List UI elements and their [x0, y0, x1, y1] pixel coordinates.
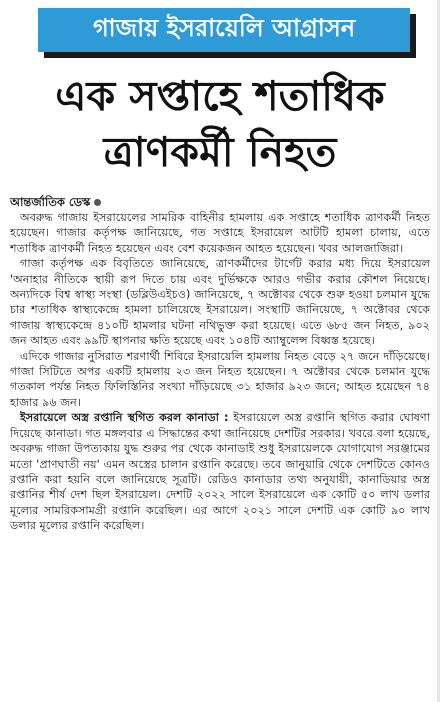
article-body: [10, 194, 430, 534]
subheading-canada: ইসরায়েলে অস্ত্র রপ্তানি স্থগিত করল কানাডা :: [20, 411, 229, 425]
paragraph-1: অবরুদ্ধ গাজায় ইসরায়েলের সামরিক বাহিনীর হামলায় এক সপ্তাহে শতাধিক ত্রাণকর্মী নিহত হয়েছেন। গাজার কর্তৃপক্ষ জানিয়েছে, গত সপ্তাহে ইসরায়েল আটটি হামলা চালায়, এতে শতাধিক ত্রাণকর্মী নিহত হয়েছেন এবং বেশ কয়েকজন আহত হয়েছেন। খবর আলজাজিরা।: [10, 211, 430, 255]
dateline-text: আন্তর্জাতিক ডেস্ক: [10, 195, 91, 209]
bullet-icon: [94, 199, 101, 206]
paragraph-4: [10, 410, 430, 533]
paragraph-4-text: ইসরায়েলে অস্ত্র রপ্তানি স্থগিত করার ঘোষণা দিয়েছে কানাডা। গত মঙ্গলবার এ সিদ্ধান্তের কথা জানিয়েছে দেশটির সরকার। খবরে বলা হয়েছে, অবরুদ্ধ গাজা উপত্যকায় যুদ্ধ শুরুর পর থেকে কানাডাই শুধু ইসরায়েলকে যোগাযোগ সরঞ্জামের মতো 'প্রাণঘাতী নয়' এমন অস্ত্রের চালান রপ্তানি করেছে। তবে জানুয়ারি থেকে দেশটিতে কোনও রপ্তানি করা হয়নি বলে জানিয়েছে সূত্রটি। রেডিও কানাডার তথ্য অনুযায়ী, কানাডিয়ার অস্ত্র রপ্তানির শীর্ষ দেশ ছিল ইসরায়েল। দেশটি ২০২২ সালে ইসরায়েলে এক কোটি ৫০ লাখ ডলার মূল্যের সামরিকসামগ্রী রপ্তানি করেছিল। এর আগে ২০২১ সালে দেশটি এক কোটি ৯০ লাখ ডলার মূল্যের রপ্তানি করেছিল।: [10, 411, 430, 533]
banner-body: [38, 8, 410, 52]
kicker-banner: [38, 8, 410, 52]
paragraph-2: গাজা কর্তৃপক্ষ এক বিবৃতিতে জানিয়েছে, ত্রাণকর্মীদের টার্গেট করার মধ্য দিয়ে ইসরায়েল 'অনাহার নীতিকে স্থায়ী রূপ দিতে চায় এবং দুর্ভিক্ষকে আরও গভীর করার কৌশল নিয়েছে। অন্যদিকে বিশ্ব স্বাস্থ্য সংস্থা (ডব্লিউএইচও) জানিয়েছে, ৭ অক্টোবর থেকে শুরু হওয়া চলমান যুদ্ধে চার শতাধিক স্বাস্থ্যকেন্দ্রে হামলা চালিয়েছে ইসরায়েল। সংস্থাটি জানিয়েছে, ৭ অক্টোবর থেকে গাজায় স্বাস্থ্যকেন্দ্রে ৪১০টি হামলার ঘটনা নথিভুক্ত করা হয়েছে। এতে ৬৮৫ জন নিহত, ৯০২ জন আহত এবং ৯৯টি স্থাপনার ক্ষতি হয়েছে এবং ১০৪টি অ্যাম্বুলেন্স বিধ্বস্ত হয়েছে।: [10, 257, 430, 348]
kicker-text: গাজায় ইসরায়েলি আগ্রাসন: [92, 14, 356, 42]
paragraph-3: এদিকে গাজার নুসিরাত শরণার্থী শিবিরে ইসরায়েলি হামলায় নিহত বেড়ে ২৭ জনে দাঁড়িয়েছে। গাজা সিটিতে অপর একটি হামলায় ২৩ জন নিহত হয়েছেন। ৭ অক্টোবর থেকে চলমান যুদ্ধে গতকাল পর্যন্ত নিহত ফিলিস্তিনির সংখ্যা দাঁড়িয়েছে ৩১ হাজার ৯২৩ জনে; আহত হয়েছেন ৭৪ হাজার ৯৬ জন।: [10, 349, 430, 409]
headline-line-2: ত্রাণকর্মী নিহত: [103, 128, 337, 176]
dateline: [10, 194, 430, 210]
headline-line-1: এক সপ্তাহে শতাধিক: [55, 72, 385, 120]
headline: [10, 68, 430, 180]
